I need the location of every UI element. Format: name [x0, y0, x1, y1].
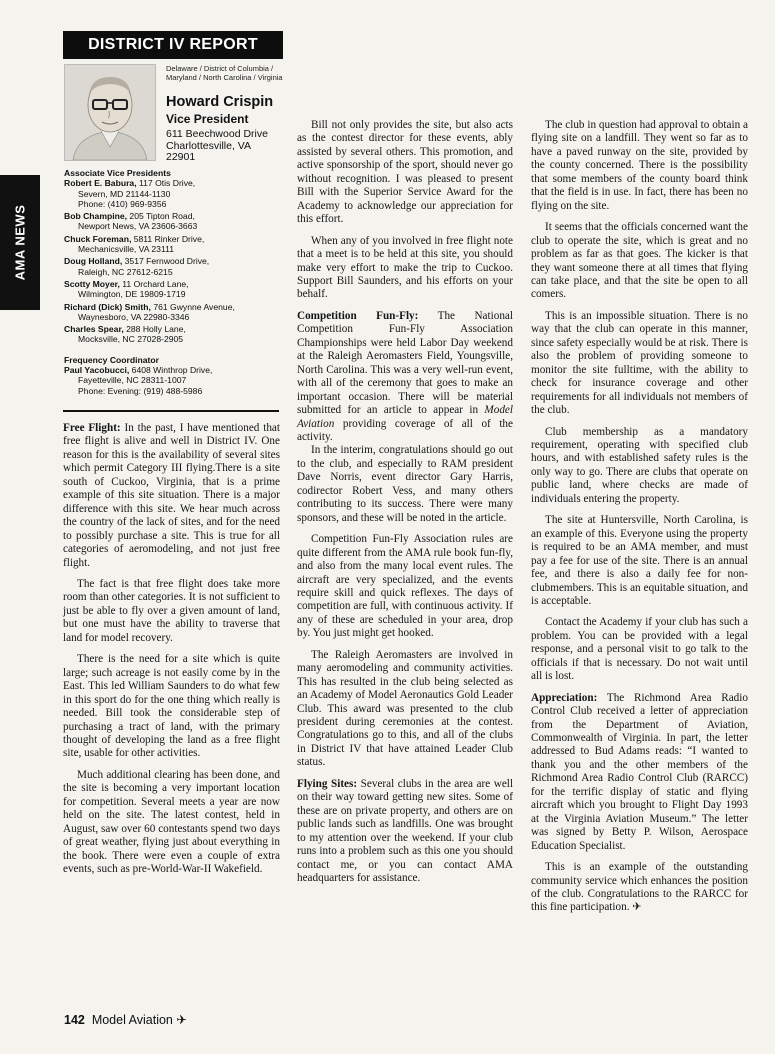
- frequency-heading: Frequency Coordinator: [64, 354, 160, 365]
- vp-name: Howard Crispin: [166, 94, 274, 110]
- page-number: 142: [64, 1013, 85, 1027]
- associate-entry: Chuck Foreman, 5811 Rinker Drive, Mechanicsville, VA 23111: [64, 233, 205, 255]
- paragraph: This is an example of the outstanding community service which enhances the position of the club. Congratulations to the RARCC for this fine participation. ✈: [531, 861, 748, 914]
- vp-address: 611 Beechwood Drive Charlottesville, VA 22901: [166, 128, 268, 163]
- page-footer: [64, 1012, 187, 1027]
- paragraph: Competition Fun-Fly: The National Competition Fun-Fly Association Championships were held Labor Day weekend at the Raleigh Aeromasters Field, Youngsville, North Carolina. This was a very well-run event, with all of the ceremony that goes to make an important occasion. There will be material submitted for an article to appear in Model Aviation providing coverage of all of the activity.: [297, 309, 513, 443]
- airplane-icon: ✈: [176, 1013, 187, 1027]
- section-tab-label: AMA NEWS: [12, 204, 28, 281]
- associate-entry: Charles Spear, 288 Holly Lane, Mocksville, NC 27028-2905: [64, 324, 186, 345]
- paragraph: When any of you involved in free flight note that a meet is to be held at this site, you should make very effort to make the trip to Cuckoo. Support Bill Saunders, and his efforts on your behalf.: [297, 234, 513, 301]
- paragraph: In the interim, congratulations should go out to the club, and especially to RAM president Dave Norris, event director Gary Harris, codirector Robert Vess, and many others contributing to its success. There were many sponsors, and these will be noted in the article.: [297, 444, 513, 524]
- paragraph: Free Flight: In the past, I have mentioned that free flight is alive and well in District IV. One reason for this is the availability of several sites which permit Category III flying.There is a site south of Cuckoo, Virginia, that is a prime example of this site situation. There is a major difference with this site. We hear much across the country of the lack of sites, and for the need to possibly purchase a site. This is true for all categories of aeromodeling, and not just free flight.: [63, 422, 280, 569]
- district-states: Delaware / District of Columbia / Maryland / North Carolina / Virginia: [166, 64, 283, 82]
- paragraph: Club membership as a mandatory requirement, operating with specified club hours, and with established safety rules is the only way to go. There are clubs that operate on public land, where checks are made of individuals entering the property.: [531, 425, 748, 505]
- associate-entry: Scotty Moyer, 11 Orchard Lane, Wilmington, DE 19809-1719: [64, 278, 189, 300]
- associate-entry: Bob Champine, 205 Tipton Road, Newport News, VA 23606-3663: [64, 211, 198, 232]
- vp-title: Vice President: [166, 112, 249, 126]
- paragraph: Flying Sites: Several clubs in the area are well on their way toward getting new sites. Some of these are on private property, and others are on public lands such as landfills. One was brought to my attention over the weekend. If your club runs into a problem such as this one you should contact me, or you can contact AMA headquarters for assistance.: [297, 777, 513, 885]
- contacts-list: [64, 168, 286, 398]
- paragraph: Competition Fun-Fly Association rules are quite different from the AMA rule book fun-fly, and also from the many local event rules. The aircraft are very specialized, and the events require skill and quick reflexes. The days of competition are full, with continuous activity. If any of these are scheduled in your area, drop by. You just might get hooked.: [297, 533, 513, 640]
- paragraph: The site at Huntersville, North Carolina, is an example of this. Everyone using the property is required to be an AMA member, and must pay a fee for use of the site. There is an annual fee, and there is also a daily fee for non-clubmembers. This is an equitable situation, and is acceptable.: [531, 514, 748, 607]
- frequency-entry: Paul Yacobucci, 6408 Winthrop Drive, Fayetteville, NC 28311-1007 Phone: Evening: (919) 488-5986: [64, 365, 213, 396]
- vp-portrait: [64, 64, 156, 161]
- associate-entry: Robert E. Babura, 117 Otis Drive, Severn, MD 21144-1130 Phone: (410) 969-9356: [64, 178, 196, 209]
- associate-entry: Richard (Dick) Smith, 761 Gwynne Avenue, Waynesboro, VA 22980-3346: [64, 301, 235, 322]
- section-tab: [0, 175, 40, 310]
- section-divider: [63, 410, 279, 412]
- paragraph: The club in question had approval to obtain a flying site on a landfill. They went so far as to have a paved runway on the site, provided by the county concerned. There is the possibility that some members of the county board think that the field is in use. In fact, there has been no flying on the site.: [531, 119, 748, 212]
- airplane-icon: ✈: [632, 901, 642, 914]
- paragraph: Appreciation: The Richmond Area Radio Control Club received a letter of appreciation from the Department of Aviation, Commonwealth of Virginia. In part, the letter addressed to Bud Adams reads: “I wanted to thank you and the other members of the Richmond Area Radio Control Club (RARCC) for the terrific display of static and flying aircraft which you brought to Flight Day 1993 at the Virginia Aviation Museum.” The letter was signed by Betty P. Wilson, Aerospace Education Specialist.: [531, 691, 748, 852]
- paragraph: Bill not only provides the site, but also acts as the contest director for these events, ably assisted by several others. This promotion, and active sponsorship of the sport, should never go without recognition. I was pleased to present Bill with the Superior Service Award for the Academy to acknowledge our appreciation for this effort.: [297, 119, 513, 226]
- paragraph: The Raleigh Aeromasters are involved in many aeromodeling and community activities. This has resulted in the club being selected as an Academy of Model Aeronautics Gold Leader Club. This award was presented to the club president during ceremonies at the contest. Congratulations go to this, and all of the clubs in District IV that have attained Leader Club status.: [297, 648, 513, 769]
- paragraph: Much additional clearing has been done, and the site is becoming a very important location for competition. Several meets a year are now held on the site. The latest contest, held in August, saw over 60 contestants spend two days of great weather, flying just about everything in the book. There were even a couple of extra events, such as pre-World-War-II Wakefield.: [63, 768, 280, 876]
- column-1: [63, 422, 280, 877]
- paragraph: There is the need for a site which is quite large; such acreage is not easily come by in the East. This led William Saunders to do what few in this sport do for the one thing which really is needed. Bill took the considerable step of purchasing a tract of land, with the primary thought of developing the land as a free flight site, usable for other activities.: [63, 653, 280, 760]
- column-2: [297, 119, 513, 885]
- report-header: DISTRICT IV REPORT: [63, 31, 283, 59]
- paragraph: It seems that the officials concerned want the club to operate the site, which is great and no problem as far as that goes. The kicker is that they want someone there at all times that flying can take place, and that the site be open to all comers.: [531, 221, 748, 301]
- associate-entry: Doug Holland, 3517 Fernwood Drive, Raleigh, NC 27612-6215: [64, 256, 210, 277]
- paragraph: The fact is that free flight does take more room than other categories. It is not sufficient to just be able to fly over a given amount of land, but one must have the ability to traverse that land for model recovery.: [63, 577, 280, 644]
- associates-heading: Associate Vice Presidents: [64, 168, 171, 178]
- paragraph: This is an impossible situation. There is no way that the club can operate in this manner, since safety especially would be at risk. There is also the problem of providing someone to monitor the site fulltime, with the ability to check for insurance coverage and other requirements for all individuals not members of the club.: [531, 309, 748, 417]
- paragraph: Contact the Academy if your club has such a problem. You can be provided with a legal response, and a personal visit to go talk to the officials if that is necessary. Do not wait until all is lost.: [531, 616, 748, 683]
- portrait-photo-icon: [65, 65, 155, 160]
- magazine-name: Model Aviation: [91, 1013, 173, 1027]
- column-3: [531, 119, 748, 915]
